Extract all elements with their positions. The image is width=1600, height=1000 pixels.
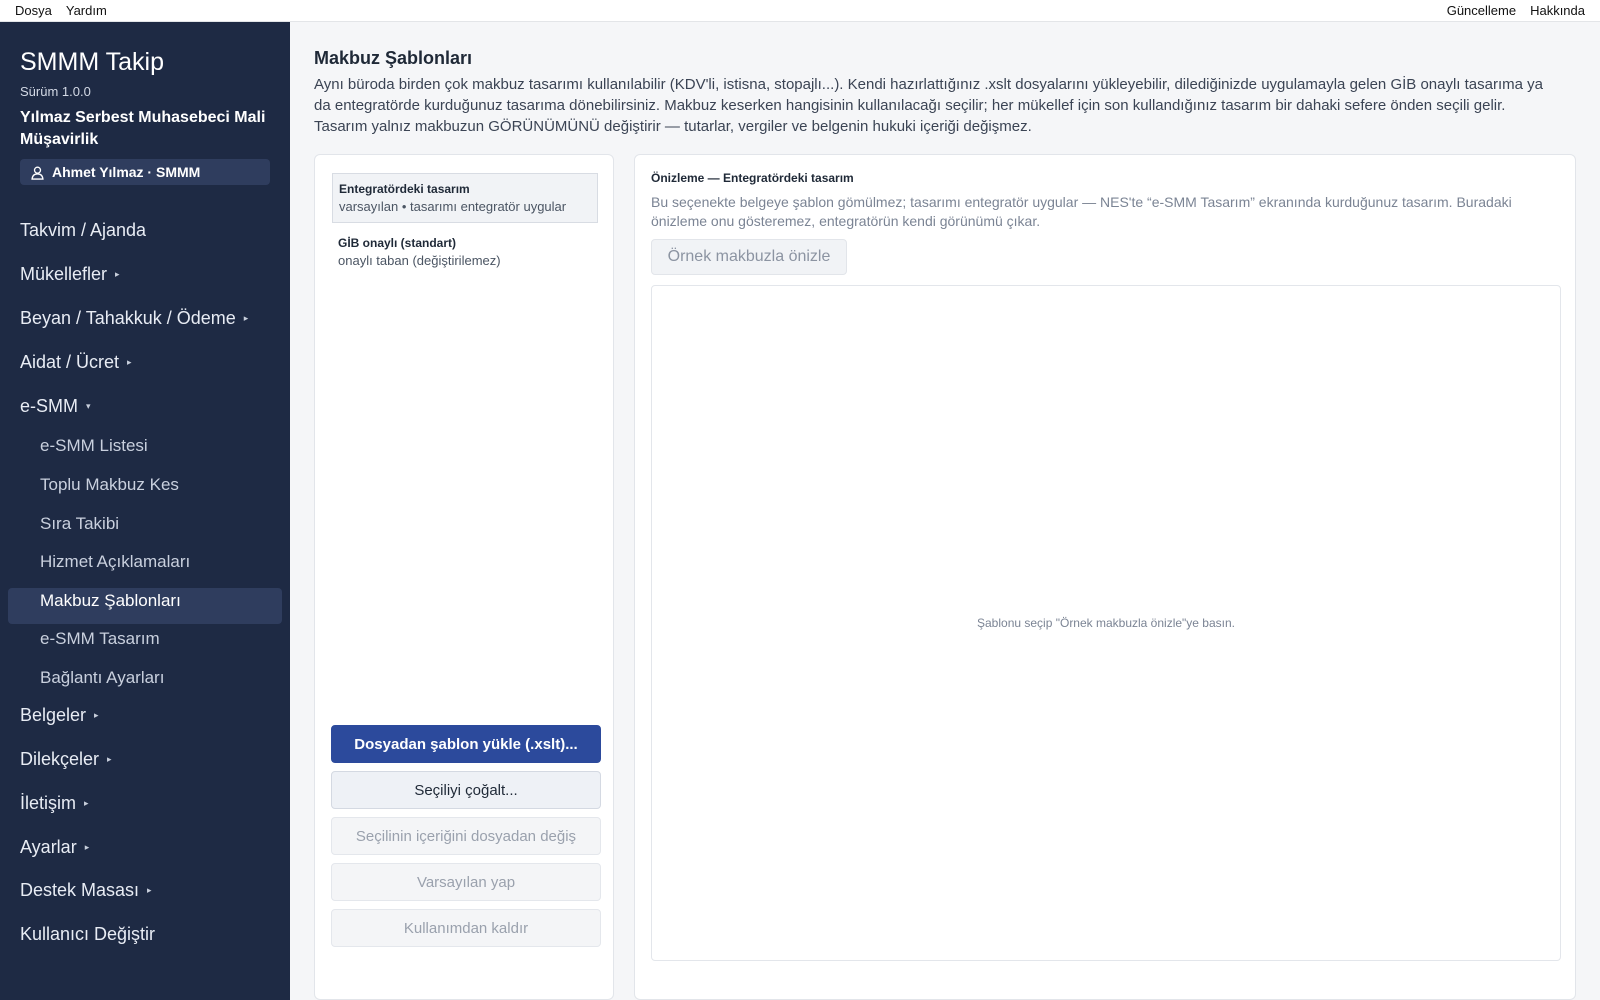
duplicate-template-button[interactable]: Seçiliyi çoğalt... <box>331 771 601 809</box>
sidebar-item-label: Ayarlar <box>20 837 77 857</box>
preview-placeholder: Şablonu seçip "Örnek makbuzla önizle"ye basın. <box>977 616 1235 630</box>
sidebar-subitem-makbuz-sablonlari[interactable]: Makbuz Şablonları <box>40 591 181 610</box>
sidebar-item-label: Kullanıcı Değiştir <box>20 924 156 944</box>
preview-panel <box>634 154 1576 1000</box>
menu-dosya[interactable]: Dosya <box>15 3 52 18</box>
caret-down-icon: ▾ <box>86 401 91 411</box>
sidebar-item-label: Aidat / Ücret <box>20 352 120 372</box>
menu-yardim[interactable]: Yardım <box>65 3 107 18</box>
sidebar-item-label: Dilekçeler <box>20 749 100 769</box>
app-version: Sürüm 1.0.0 <box>20 84 91 99</box>
sidebar-item-label: e-SMM <box>20 396 78 416</box>
caret-right-icon: ▸ <box>94 710 99 720</box>
user-chip[interactable] <box>20 159 270 185</box>
make-default-button[interactable]: Varsayılan yap <box>331 863 601 901</box>
sidebar-item-label: Mükellefler <box>20 264 108 284</box>
template-item-gib[interactable] <box>332 228 598 276</box>
template-name: GİB onaylı (standart) <box>338 236 457 250</box>
preview-area <box>651 285 1561 961</box>
sidebar-item-destek[interactable] <box>20 880 152 901</box>
sidebar-item-label: Belgeler <box>20 705 87 725</box>
template-meta: onaylı taban (değiştirilemez) <box>338 253 501 268</box>
sidebar-item-esmm[interactable] <box>20 396 91 417</box>
sidebar-item-beyan[interactable] <box>20 308 248 329</box>
sidebar-item-kullanici-degistir[interactable] <box>20 924 155 945</box>
user-label: Ahmet Yılmaz · SMMM <box>52 164 201 180</box>
menu-hakkinda[interactable]: Hakkında <box>1530 3 1585 18</box>
preview-title: Önizleme — Entegratördeki tasarım <box>651 171 854 185</box>
sidebar-item-aidat[interactable] <box>20 352 132 373</box>
sidebar-subitem-baglanti-ayarlari[interactable]: Bağlantı Ayarları <box>40 668 165 687</box>
sidebar-item-label: Destek Masası <box>20 880 140 900</box>
sidebar-item-label: Beyan / Tahakkuk / Ödeme <box>20 308 236 328</box>
sidebar-subitem-esmm-listesi[interactable]: e-SMM Listesi <box>40 436 148 455</box>
caret-right-icon: ▸ <box>115 269 120 279</box>
preview-description: Bu seçenekte belgeye şablon gömülmez; tasarımı entegratör uygular — NES'te “e-SMM Tasarım” ekranında kurduğunuz tasarım. Buradaki önizleme onu gösteremez, entegratörün kendi görünümü çıkar. <box>651 194 1512 229</box>
page-description: Aynı büroda birden çok makbuz tasarımı kullanılabilir (KDV'li, istisna, stopajlı...). Kendi hazırlattığınız .xslt dosyalarını yükleyebilir, dilediğinizde uygulamayla gelen GİB onaylı tasarıma ya da entegratörde kurduğunuz tasarıma dönebilirsiniz. Makbuz keserken hangisinin kullanılacağı seçilir; her mükellef için son kullandığınız tasarım bir dahaki sefere önden seçili gelir. Tasarım yalnız makbuzun GÖRÜNÜMÜNÜ değiştirir — tutarlar, vergiler ve belgenin hukuki içeriği değişmez. <box>314 76 1544 135</box>
sidebar-item-ayarlar[interactable] <box>20 837 89 858</box>
caret-right-icon: ▸ <box>127 357 132 367</box>
sidebar-item-iletisim[interactable] <box>20 793 89 814</box>
menu-guncelleme[interactable]: Güncelleme <box>1446 3 1517 18</box>
template-name: Entegratördeki tasarım <box>339 182 470 196</box>
caret-right-icon: ▸ <box>107 754 112 764</box>
sidebar-item-mukellefler[interactable] <box>20 264 120 285</box>
sidebar-item-takvim[interactable] <box>20 220 146 241</box>
sidebar-subitem-toplu-makbuz[interactable]: Toplu Makbuz Kes <box>40 475 179 494</box>
sidebar-subitem-esmm-tasarim[interactable]: e-SMM Tasarım <box>40 629 160 648</box>
menubar <box>0 0 1600 22</box>
replace-content-button[interactable]: Seçilinin içeriğini dosyadan değiş <box>331 817 601 855</box>
caret-right-icon: ▸ <box>84 798 89 808</box>
firm-name: Yılmaz Serbest Muhasebeci Mali Müşavirlik <box>20 109 266 148</box>
sample-preview-button[interactable]: Örnek makbuzla önizle <box>651 239 847 275</box>
app-name: SMMM Takip <box>20 48 165 76</box>
page-title: Makbuz Şablonları <box>314 48 473 68</box>
caret-right-icon: ▸ <box>147 885 152 895</box>
sidebar-subitem-sira-takibi[interactable]: Sıra Takibi <box>40 514 120 533</box>
template-meta: varsayılan • tasarımı entegratör uygular <box>339 199 567 214</box>
upload-template-button[interactable]: Dosyadan şablon yükle (.xslt)... <box>331 725 601 763</box>
user-icon <box>30 165 45 180</box>
template-item-entegrator[interactable] <box>332 173 598 223</box>
main-content <box>290 22 1600 1000</box>
sidebar <box>0 22 290 1000</box>
sidebar-item-dilekceler[interactable] <box>20 749 112 770</box>
remove-template-button[interactable]: Kullanımdan kaldır <box>331 909 601 947</box>
sidebar-subitem-hizmet-aciklamalari[interactable]: Hizmet Açıklamaları <box>40 552 191 571</box>
sidebar-item-label: İletişim <box>20 793 77 813</box>
caret-right-icon: ▸ <box>84 842 90 852</box>
caret-right-icon: ▸ <box>243 313 249 323</box>
sidebar-item-belgeler[interactable] <box>20 705 99 726</box>
sidebar-item-label: Takvim / Ajanda <box>20 220 147 240</box>
template-list-panel <box>314 154 614 1000</box>
